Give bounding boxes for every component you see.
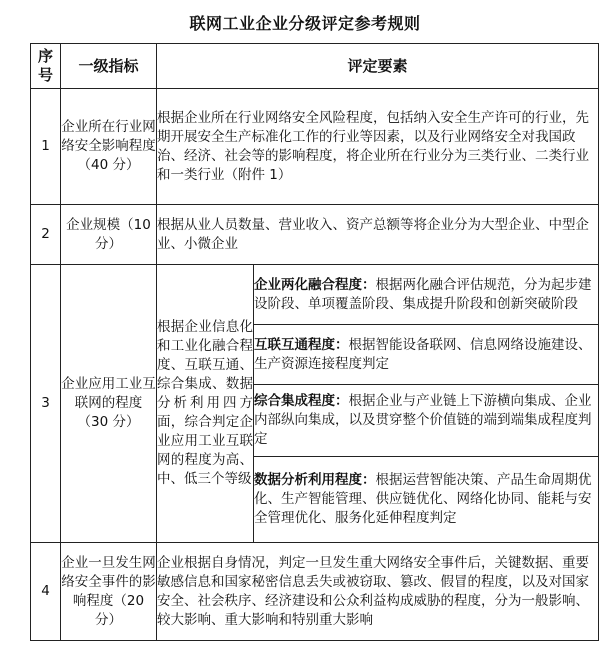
table-row <box>31 89 599 205</box>
sub-requirement-desc: 根据智能设备联网、信息网络设施建设、生产资源连接程度判定 <box>254 336 592 372</box>
header-requirements: 评定要素 <box>157 44 599 89</box>
requirements-cell: 根据从业人员数量、营业收入、资产总额等将企业分为大型企业、中型企业、小微企业 <box>157 205 599 265</box>
header-no: 序号 <box>31 44 61 89</box>
header-row <box>31 44 599 89</box>
indicator-cell: 企业应用工业互联网的程度（30 分） <box>61 265 157 543</box>
sub-requirement-cell <box>254 457 599 543</box>
overview-cell: 根据企业信息化和工业化融合程度、互联互通、综合集成、数据分析利用四方面，综合判定企业应用工业互联网的程度为高、中、低三个等级 <box>157 265 254 543</box>
table-row <box>31 543 599 641</box>
requirements-cell: 企业根据自身情况，判定一旦发生重大网络安全事件后，关键数据、重要敏感信息和国家秘密信息丢失或被窃取、篡改、假冒的程度，以及对国家安全、社会秩序、经济建设和公众利益构成威胁的程度，分为一般影响、较大影响、重大影响和特别重大影响 <box>157 543 599 641</box>
sub-requirement-cell <box>254 325 599 385</box>
sub-requirement-cell <box>254 385 599 457</box>
rating-rules-table <box>30 43 599 641</box>
table-row <box>31 205 599 265</box>
header-indicator: 一级指标 <box>61 44 157 89</box>
sub-requirement-desc: 根据两化融合评估规范，分为起步建设阶段、单项覆盖阶段、集成提升阶段和创新突破阶段 <box>254 276 592 312</box>
sub-requirement-desc: 根据运营智能决策、产品生命周期优化、生产智能管理、供应链优化、网络化协同、能耗与安全管理优化、服务化延伸程度判定 <box>254 472 592 526</box>
requirements-cell: 根据企业所在行业网络安全风险程度，包括纳入安全生产许可的行业，先期开展安全生产标准化工作的行业等因素，以及行业网络安全对我国政治、经济、社会等的影响程度，将企业所在行业分为三类行业、二类行业和一类行业（附件 1） <box>157 89 599 205</box>
sub-requirement-term: 企业两化融合程度： <box>254 276 376 293</box>
indicator-cell: 企业所在行业网络安全影响程度（40 分） <box>61 89 157 205</box>
indicator-cell: 企业规模（10 分） <box>61 205 157 265</box>
sub-requirement-term: 数据分析利用程度： <box>254 472 376 488</box>
row-number: 4 <box>31 543 61 641</box>
sub-requirement-desc: 根据企业与产业链上下游横向集成、企业内部纵向集成，以及贯穿整个价值链的端到端集成程度判定 <box>254 393 592 447</box>
row-number: 1 <box>31 89 61 205</box>
indicator-cell: 企业一旦发生网络安全事件的影响程度（20 分） <box>61 543 157 641</box>
page-title: 联网工业企业分级评定参考规则 <box>189 14 421 33</box>
sub-requirement-term: 互联互通程度： <box>254 336 349 353</box>
row-number: 3 <box>31 265 61 543</box>
table-row <box>31 265 599 325</box>
row-number: 2 <box>31 205 61 265</box>
sub-requirement-term: 综合集成程度： <box>254 393 349 409</box>
sub-requirement-cell <box>254 265 599 325</box>
